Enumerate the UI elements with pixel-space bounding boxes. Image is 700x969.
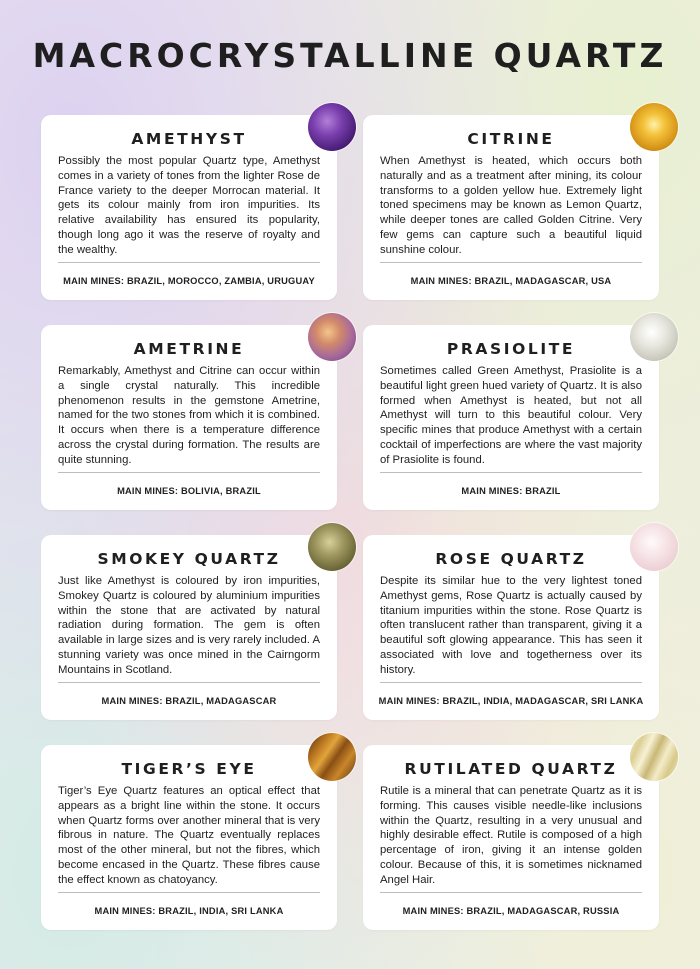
smokey-quartz-gem-image — [308, 523, 356, 571]
card-title: ROSE QUARTZ — [435, 550, 587, 568]
card-main-mines: MAIN MINES: BRAZIL, MADAGASCAR — [101, 696, 277, 706]
card-title: CITRINE — [467, 130, 555, 148]
card-main-mines: MAIN MINES: BOLIVIA, BRAZIL — [117, 486, 261, 496]
card-main-mines: MAIN MINES: BRAZIL, INDIA, SRI LANKA — [94, 906, 284, 916]
card-divider — [58, 892, 320, 893]
rose-quartz-gem-image — [630, 523, 678, 571]
card-rose-quartz — [363, 535, 659, 720]
amethyst-gem-image — [308, 103, 356, 151]
card-main-mines: MAIN MINES: BRAZIL — [461, 486, 561, 496]
card-title: RUTILATED QUARTZ — [404, 760, 618, 778]
card-divider — [380, 682, 642, 683]
card-description: Sometimes called Green Amethyst, Prasiolite is a beautiful light green hued variety of Quartz. It is also formed when Amethyst is heated, but not all Amethyst will turn to this beautiful colour. Very specific mines that produce Amethyst with a certain cocktail of imperfections are where the vast majority of Prasiolite is found. — [380, 365, 642, 466]
card-citrine — [363, 115, 659, 300]
card-divider — [58, 262, 320, 263]
card-amethyst — [41, 115, 337, 300]
ametrine-gem-image — [308, 313, 356, 361]
card-divider — [58, 472, 320, 473]
card-title: TIGER’S EYE — [121, 760, 257, 778]
card-divider — [380, 262, 642, 263]
card-description: When Amethyst is heated, which occurs both naturally and as a treatment after mining, its colour transforms to a golden yellow hue. Extremely light toned specimens may be known as Lemon Quartz, while deeper tones are called Golden Citrine. Very few gems can capture such a beautiful liquid sunshine colour. — [380, 155, 642, 256]
card-title: PRASIOLITE — [446, 340, 576, 358]
card-main-mines: MAIN MINES: BRAZIL, MADAGASCAR, USA — [410, 276, 612, 286]
card-description: Tiger’s Eye Quartz features an optical effect that appears as a bright line within the stone. It occurs when Quartz forms over another mineral that is very fibrous in nature. The Quartz eventually replaces most of the other mineral, but not the fibres, which become encased in the Quartz. These fibres cause the effect known as chatoyancy. — [58, 785, 320, 886]
card-divider — [380, 472, 642, 473]
quartz-card-grid — [41, 115, 659, 930]
prasiolite-gem-image — [630, 313, 678, 361]
card-ametrine — [41, 325, 337, 510]
citrine-gem-image — [630, 103, 678, 151]
card-main-mines: MAIN MINES: BRAZIL, INDIA, MADAGASCAR, SRI LANKA — [378, 696, 644, 706]
tigers-eye-gem-image — [308, 733, 356, 781]
card-description: Rutile is a mineral that can penetrate Quartz as it is forming. This causes visible needle-like inclusions within the Quartz, resulting in a very unusual and highly desirable effect. Rutile is composed of a high percentage of iron, giving it an intense golden colour. Because of this, it is sometimes nicknamed Angel Hair. — [380, 785, 642, 886]
card-prasiolite — [363, 325, 659, 510]
card-divider — [58, 682, 320, 683]
card-rutilated-quartz — [363, 745, 659, 930]
card-description: Remarkably, Amethyst and Citrine can occur within a single crystal naturally. This incredible phenomenon results in the gemstone Ametrine, named for the two stones from which it is combined. It occurs when there is a temperature difference across the crystal during formation. The results are quite stunning. — [58, 365, 320, 466]
card-title: SMOKEY QUARTZ — [97, 550, 281, 568]
card-title: AMETHYST — [131, 130, 247, 148]
card-main-mines: MAIN MINES: BRAZIL, MOROCCO, ZAMBIA, URUGUAY — [63, 276, 315, 286]
card-smokey-quartz — [41, 535, 337, 720]
card-description: Just like Amethyst is coloured by iron impurities, Smokey Quartz is coloured by aluminium impurities within the stone that are activated by natural radiation during formation. The gem is often available in large sizes and is very rarely included. A stunning variety was once mined in the Cairngorm Mountains in Scotland. — [58, 575, 320, 676]
rutilated-quartz-gem-image — [630, 733, 678, 781]
card-divider — [380, 892, 642, 893]
card-title: AMETRINE — [133, 340, 245, 358]
card-description: Despite its similar hue to the very lightest toned Amethyst gems, Rose Quartz is actually caused by titanium impurities within the stone. Rose Quartz is often translucent rather than transparent, giving it a beautiful soft glowing appearance. This has seen it associated with love and togetherness over its history. — [380, 575, 642, 676]
card-tigers-eye — [41, 745, 337, 930]
page-title: MACROCRYSTALLINE QUARTZ — [32, 36, 668, 75]
card-description: Possibly the most popular Quartz type, Amethyst comes in a variety of tones from the lighter Rose de France variety to the deeper Morrocan material. It gets its colour mainly from iron impurities. Its relative availability has ensured its popularity, though long ago it was the reserve of royalty and the wealthy. — [58, 155, 320, 256]
card-main-mines: MAIN MINES: BRAZIL, MADAGASCAR, RUSSIA — [402, 906, 620, 916]
